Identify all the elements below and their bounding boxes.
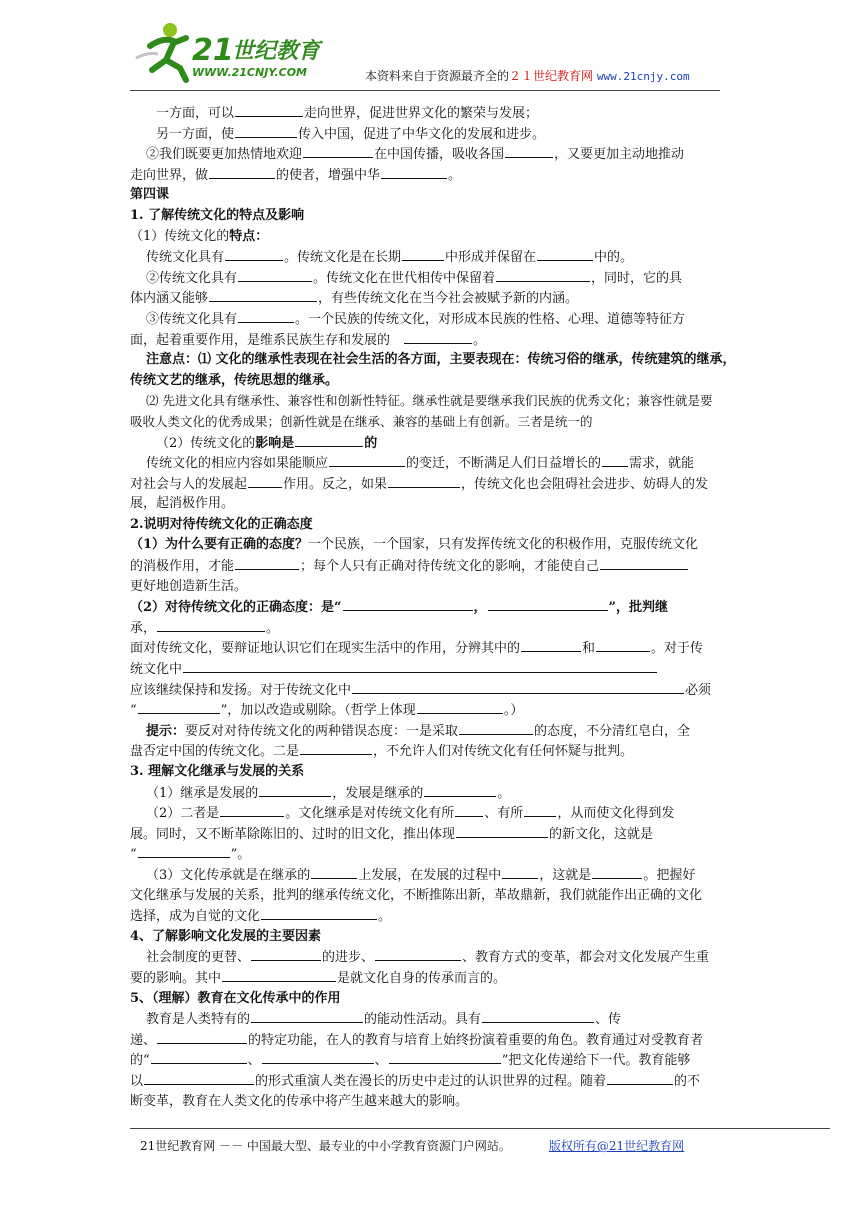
text-line: 传统文化的相应内容如果能顺应 的变迁，不断满足人们日益增长的 需求，就能: [130, 453, 762, 474]
text-line: （1）继承是发展的 ，发展是继承的 。: [130, 783, 762, 804]
text-line: ③传统文化具有 。一个民族的传统文化，对形成本民族的性格、心理、道德等特征方: [130, 309, 762, 330]
text-line: ②传统文化具有 。传统文化在世代相传中保留着 ，同时，它的具: [130, 268, 762, 289]
text-line: 盘否定中国的传统文化。二是 ，不允许人们对传统文化有任何怀疑与批判。: [130, 741, 762, 762]
note-line: 吸收人类文化的优秀成果；创新性就是在继承、兼容的基础上有创新。三者是统一的: [130, 413, 593, 429]
site-logo: [130, 18, 350, 88]
text-line: （2）对待传统文化的正确态度：是“ ， ”，批判继: [130, 597, 762, 618]
text-line: 统文化中: [130, 659, 762, 680]
section-heading-3: 3. 理解文化继承与发展的关系: [130, 764, 305, 779]
section-heading-2: 2.说明对待传统文化的正确态度: [130, 516, 313, 532]
runner-icon: [136, 23, 186, 80]
footer-divider: [130, 1128, 830, 1129]
text-line: 另一方面，使 传入中国，促进了中华文化的发展和进步。: [130, 124, 762, 145]
text-line: 文化继承与发展的关系，批判的继承传统文化，不断推陈出新，革故鼎新，我们就能作出正确的文化: [130, 887, 703, 903]
section-heading-1: 1. 了解传统文化的特点及影响: [130, 207, 305, 223]
svg-text:21: 21: [192, 33, 234, 68]
tip-line: 提示：要反对对待传统文化的两种错误态度：一是采取 的态度，不分清红皂白，全: [130, 721, 762, 742]
text-line: （3）文化传承就是在继承的 上发展，在发展的过程中 ，这就是 。把握好: [130, 865, 762, 886]
text-line: 社会制度的更替、 的进步、 、教育方式的变革，都会对文化发展产生重: [130, 947, 762, 968]
header-divider: [130, 90, 720, 91]
text-line: 断变革，教育在人类文化的传承中将产生越来越大的影响。: [130, 1093, 469, 1109]
source-prefix: 本资料来自于资源最齐全的: [365, 69, 510, 83]
text-line: ②我们既要更加热情地欢迎 在中国传播，吸收各国 ，又要更加主动地推动: [130, 144, 762, 165]
page-footer: [140, 1137, 684, 1154]
text-line: 更好地创造新生活。: [130, 578, 248, 594]
text-line: 展。同时，又不断革除陈旧的、过时的旧文化，推出体现 的新文化，这就是: [130, 824, 762, 845]
text-line: 要的影响。其中 是就文化自身的传承而言的。: [130, 968, 762, 989]
text-line: 对社会与人的发展起 作用。反之，如果 ，传统文化也会阻碍社会进步、妨碍人的发: [130, 474, 762, 495]
text-line: 承， 。: [130, 618, 762, 639]
document-body: [130, 103, 762, 1112]
section-heading-4: 4、了解影响文化发展的主要因素: [130, 928, 322, 944]
svg-text:WWW.21CNJY.COM: WWW.21CNJY.COM: [192, 66, 307, 79]
text-line: 应该继续保持和发扬。对于传统文化中 必须: [130, 680, 762, 701]
text-line: 的消极作用，才能 ；每个人只有正确对待传统文化的影响，才能使自己: [130, 556, 762, 577]
text-line: 面，起着重要作用，是维系民族生存和发展的 。: [130, 330, 762, 351]
source-url-link[interactable]: www.21cnjy.com: [596, 70, 690, 83]
footer-text: 21世纪教育网 －－ 中国最大型、最专业的中小学教育资源门户网站。: [140, 1139, 511, 1153]
text-line: （1）传统文化的特点：: [130, 228, 269, 244]
copyright-link[interactable]: 版权所有@21世纪教育网: [548, 1139, 685, 1153]
text-line: 体内涵又能够 ，有些传统文化在当今社会被赋予新的内涵。: [130, 288, 762, 309]
text-line: 的“ 、 、 ”把文化传递给下一代。教育能够: [130, 1050, 762, 1071]
note-line: 注意点：⑴ 文化的继承性表现在社会生活的各方面，主要表现在：传统习俗的继承，传统建筑的继承，: [146, 352, 736, 368]
text-line: 面对传统文化，要辩证地认识它们在现实生活中的作用，分辨其中的 和 。对于传: [130, 638, 762, 659]
text-line: 递、 的特定功能，在人的教育与培育上始终扮演着重要的角色。教育通过对受教育者: [130, 1030, 762, 1051]
text-line: 一方面，可以 走向世界，促进世界文化的繁荣与发展；: [130, 103, 762, 124]
text-line: （1）为什么要有正确的态度？一个民族，一个国家，只有发挥传统文化的积极作用，克服传统文化: [130, 537, 699, 553]
source-site-link[interactable]: ２１世纪教育网: [509, 69, 594, 83]
section-heading-5: 5、（理解）教育在文化传承中的作用: [130, 990, 341, 1006]
page-header: [0, 0, 860, 95]
text-line: 传统文化具有 。传统文化是在长期 中形成并保留在 中的。: [130, 247, 762, 268]
text-line: （2）传统文化的影响是 的: [130, 433, 762, 454]
note-line: 传统文艺的继承，传统思想的继承。: [130, 372, 339, 388]
text-line: 展，起消极作用。: [130, 496, 235, 512]
header-source-line: [365, 67, 690, 84]
text-line: 教育是人类特有的 的能动性活动。具有 、传: [130, 1009, 762, 1030]
text-line: “ ”。: [130, 844, 762, 865]
text-line: “ ”，加以改造或剔除。（哲学上体现 。）: [130, 700, 762, 721]
text-line: 选择，成为自觉的文化 。: [130, 906, 762, 927]
text-line: （2）二者是 。文化继承是对传统文化有所 、有所 ，从而使文化得到发: [130, 803, 762, 824]
text-line: 以 的形式重演人类在漫长的历史中走过的认识世界的过程。随着 的不: [130, 1071, 762, 1092]
note-line: ⑵ 先进文化具有继承性、兼容性和创新性特征。继承性就是要继承我们民族的优秀文化；兼容性就是要: [146, 393, 713, 409]
lesson-heading: 第四课: [130, 187, 170, 203]
text-line: 走向世界，做 的使者，增强中华 。: [130, 165, 762, 186]
svg-text:世纪教育: 世纪教育: [232, 39, 321, 64]
